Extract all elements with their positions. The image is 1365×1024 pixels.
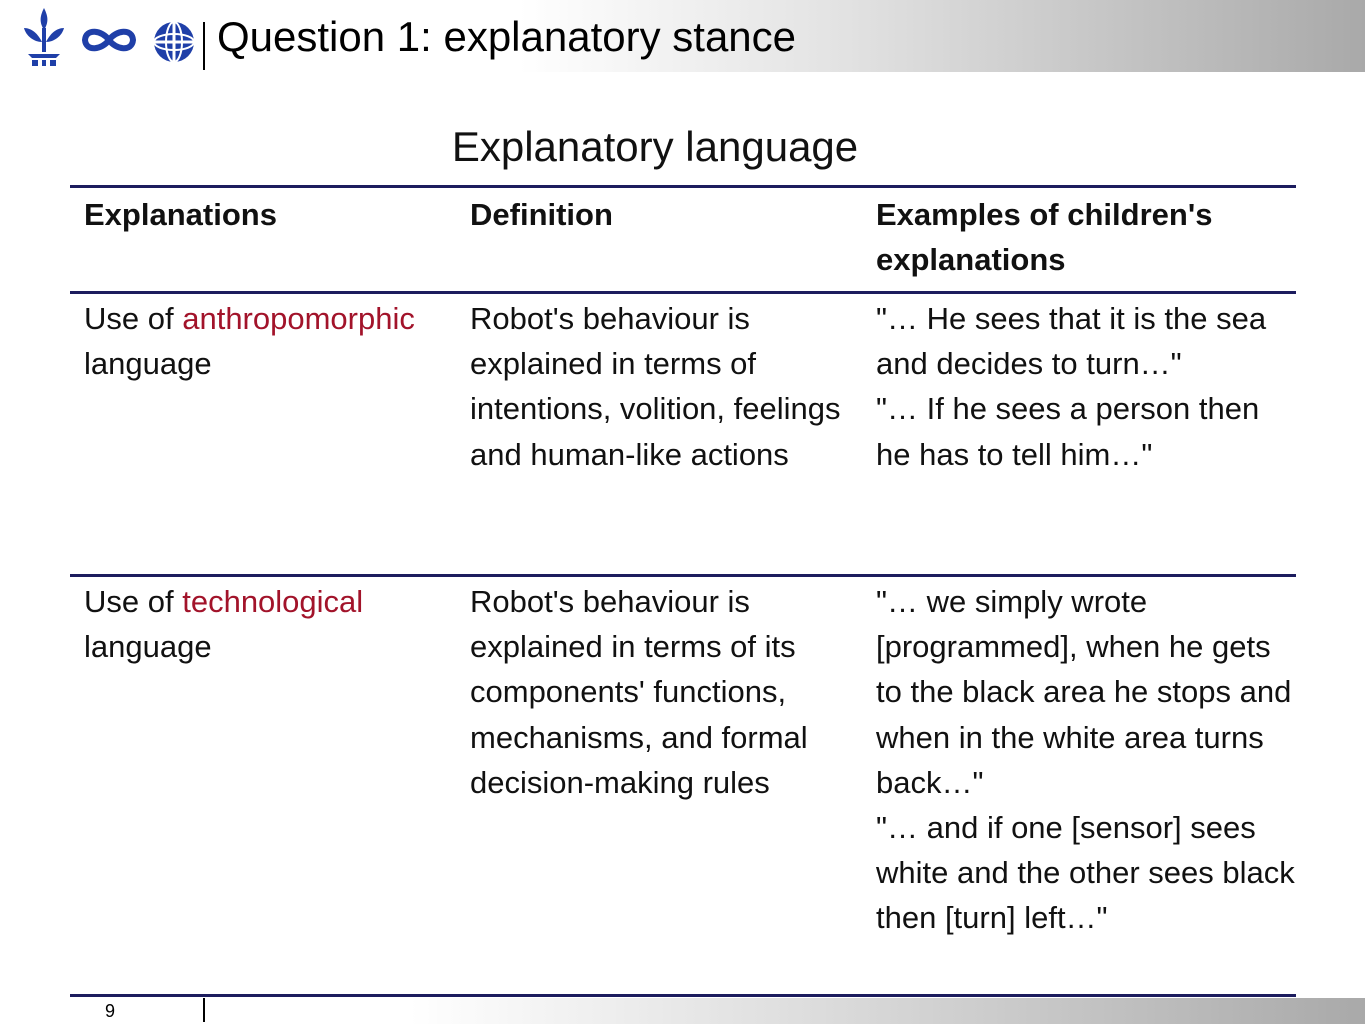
header-bottom-rule [70,291,1296,294]
row-divider-rule [70,574,1296,577]
row2-definition: Robot's behaviour is explained in terms of its components' functions, mechanisms, and formal decision-making rules [470,584,808,800]
infinity-logo-icon [80,26,138,54]
table-title: Explanatory language [451,123,859,170]
header-definition: Definition [470,197,613,232]
row1-examples [876,296,1301,477]
row2-examples [876,579,1301,941]
row1-example-2: "… If he sees a person then he has to tell him…" [876,391,1260,472]
row1-explanation-suffix: language [84,346,212,382]
row1-explanation-prefix: Use of [84,301,183,336]
row2-explanation-prefix: Use of [84,584,183,619]
row1-example-1: "… He sees that it is the sea and decides to turn…" [876,301,1267,382]
slide-title: Question 1: explanatory stance [217,13,797,60]
table-bottom-rule [70,994,1296,997]
header-examples: Examples of children's explanations [876,197,1213,278]
footer-divider [203,998,205,1022]
table-top-rule [70,185,1296,188]
row1-explanation-highlight: anthropomorphic [182,301,415,336]
row2-example-2: "… and if one [sensor] sees white and the other sees black then [turn] left…" [876,810,1295,936]
university-tree-logo-icon [18,6,70,68]
row2-explanation [84,579,444,669]
row2-explanation-highlight: technological [182,584,364,619]
logo-group [18,6,208,72]
page-number: 9 [104,1001,115,1021]
row1-explanation [84,296,444,386]
header-explanations: Explanations [84,197,277,232]
row1-definition: Robot's behaviour is explained in terms of intentions, volition, feelings and human-like actions [470,301,841,472]
row2-explanation-suffix: language [84,629,212,665]
header-divider [203,22,205,70]
row2-example-1: "… we simply wrote [programmed], when he gets to the black area he stops and when in the white area turns back…" [876,584,1292,800]
globe-logo-icon [150,18,198,66]
